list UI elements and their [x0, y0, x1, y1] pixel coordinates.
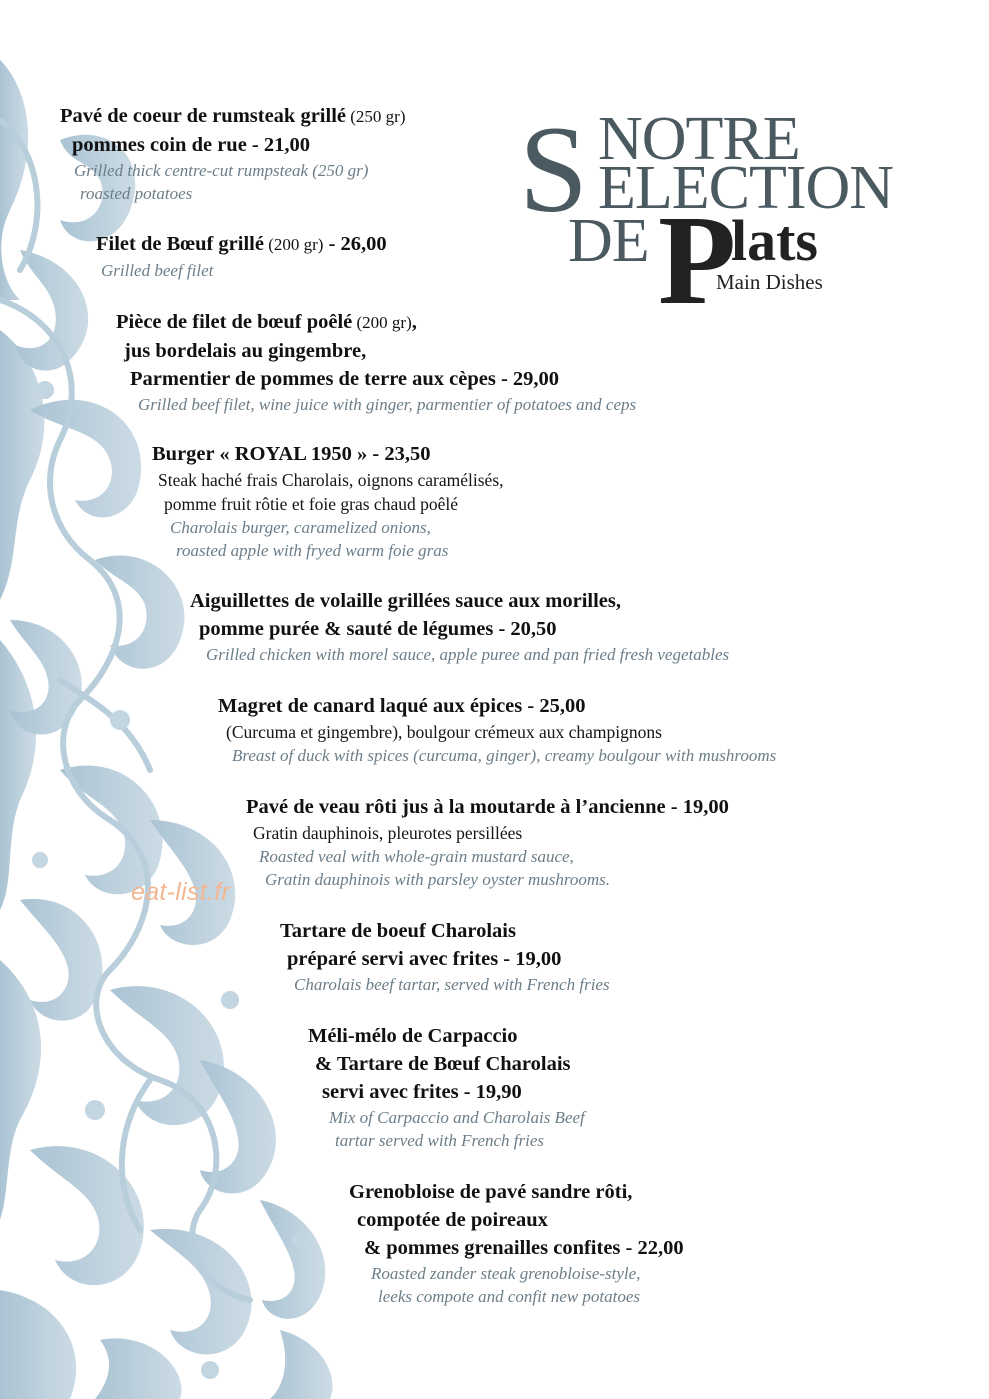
title-election: ELECTION — [598, 154, 894, 222]
dish-english: Charolais burger, caramelized onions, — [170, 518, 431, 537]
dish-description: Gratin dauphinois, pleurotes persillées — [253, 823, 523, 843]
watermark-text: eat-list.fr — [131, 878, 231, 906]
dish-name-line: Méli-mélo de Carpaccio — [308, 1025, 518, 1047]
dish-english: Grilled beef filet, wine juice with ginger, parmentier of potatoes and ceps — [138, 395, 637, 414]
dish-name-line: pomme purée & sauté de légumes - 20,50 — [199, 618, 557, 640]
dish-english: roasted apple with fryed warm foie gras — [176, 541, 449, 560]
dish-4 — [152, 440, 504, 562]
dish-name-line: Parmentier de pommes de terre aux cèpes - 29,00 — [130, 368, 560, 390]
dish-name-line: Magret de canard laqué aux épices - 25,00 — [218, 695, 586, 717]
dish-english: Grilled chicken with morel sauce, apple puree and pan fried fresh vegetables — [206, 645, 730, 664]
title-cap-p: P — [658, 189, 737, 331]
dish-5 — [190, 587, 729, 666]
dish-english: Grilled thick centre-cut rumpsteak (250 gr) — [74, 161, 369, 180]
dish-name-line: compotée de poireaux — [357, 1209, 548, 1231]
title-subtitle: Main Dishes — [716, 270, 823, 294]
title-notre: NOTRE — [598, 105, 800, 173]
dish-name-text: Pièce de filet de bœuf poêlé — [116, 311, 353, 333]
dish-english: roasted potatoes — [80, 184, 193, 203]
dish-description: Steak haché frais Charolais, oignons caramélisés, — [158, 470, 504, 490]
dish-name-text: , — [411, 311, 417, 333]
dish-1 — [60, 102, 405, 205]
dish-9 — [308, 1022, 585, 1152]
dish-name-line — [96, 230, 387, 259]
dish-name-text: Filet de Bœuf grillé — [96, 233, 264, 255]
dish-english: Gratin dauphinois with parsley oyster mushrooms. — [265, 870, 611, 889]
dish-weight: (250 gr) — [346, 107, 406, 126]
dish-name-line: préparé servi avec frites - 19,00 — [287, 948, 562, 970]
dish-english: Roasted veal with whole-grain mustard sauce, — [259, 847, 574, 866]
dish-name-line: Tartare de boeuf Charolais — [280, 920, 516, 942]
dish-english: Roasted zander steak grenobloise-style, — [371, 1264, 641, 1283]
dish-name-line: Grenobloise de pavé sandre rôti, — [349, 1181, 633, 1203]
dish-english: Breast of duck with spices (curcuma, ginger), creamy boulgour with mushrooms — [232, 746, 777, 765]
dish-weight: (200 gr) — [263, 235, 324, 254]
dish-name-line: jus bordelais au gingembre, — [124, 340, 367, 362]
dish-6 — [218, 692, 776, 767]
dish-3 — [116, 308, 636, 416]
dish-name-line: pommes coin de rue - 21,00 — [72, 134, 311, 156]
dish-7 — [246, 793, 729, 891]
title-de: DE — [568, 207, 649, 275]
dish-8 — [280, 917, 610, 996]
dish-name-line: Burger « ROYAL 1950 » - 23,50 — [152, 443, 431, 465]
dish-description: pomme fruit rôtie et foie gras chaud poêlé — [164, 494, 458, 514]
title-cap-s: S — [519, 101, 588, 238]
dish-10 — [349, 1178, 684, 1308]
dish-english: leeks compote and confit new potatoes — [378, 1287, 641, 1306]
dish-weight: (200 gr) — [352, 313, 412, 332]
dish-english: Charolais beef tartar, served with French fries — [294, 975, 610, 994]
title-lats: lats — [731, 208, 818, 273]
dish-2 — [96, 230, 387, 282]
dish-name-line: Aiguillettes de volaille grillées sauce aux morilles, — [190, 590, 622, 612]
dish-price: - 26,00 — [323, 233, 387, 255]
dish-english: tartar served with French fries — [335, 1131, 545, 1150]
dish-name-line: & Tartare de Bœuf Charolais — [315, 1053, 571, 1075]
dish-name-line — [116, 308, 636, 337]
dish-name-text: Pavé de coeur de rumsteak grillé — [60, 105, 346, 127]
dish-english: Mix of Carpaccio and Charolais Beef — [329, 1108, 585, 1127]
dish-name-line — [60, 102, 405, 131]
dish-description: (Curcuma et gingembre), boulgour crémeux aux champignons — [226, 722, 662, 742]
dish-name-line: & pommes grenailles confites - 22,00 — [364, 1237, 684, 1259]
dish-name-line: servi avec frites - 19,90 — [322, 1081, 522, 1103]
dish-name-line: Pavé de veau rôti jus à la moutarde à l’ancienne - 19,00 — [246, 796, 729, 818]
dish-english: Grilled beef filet — [101, 261, 214, 280]
